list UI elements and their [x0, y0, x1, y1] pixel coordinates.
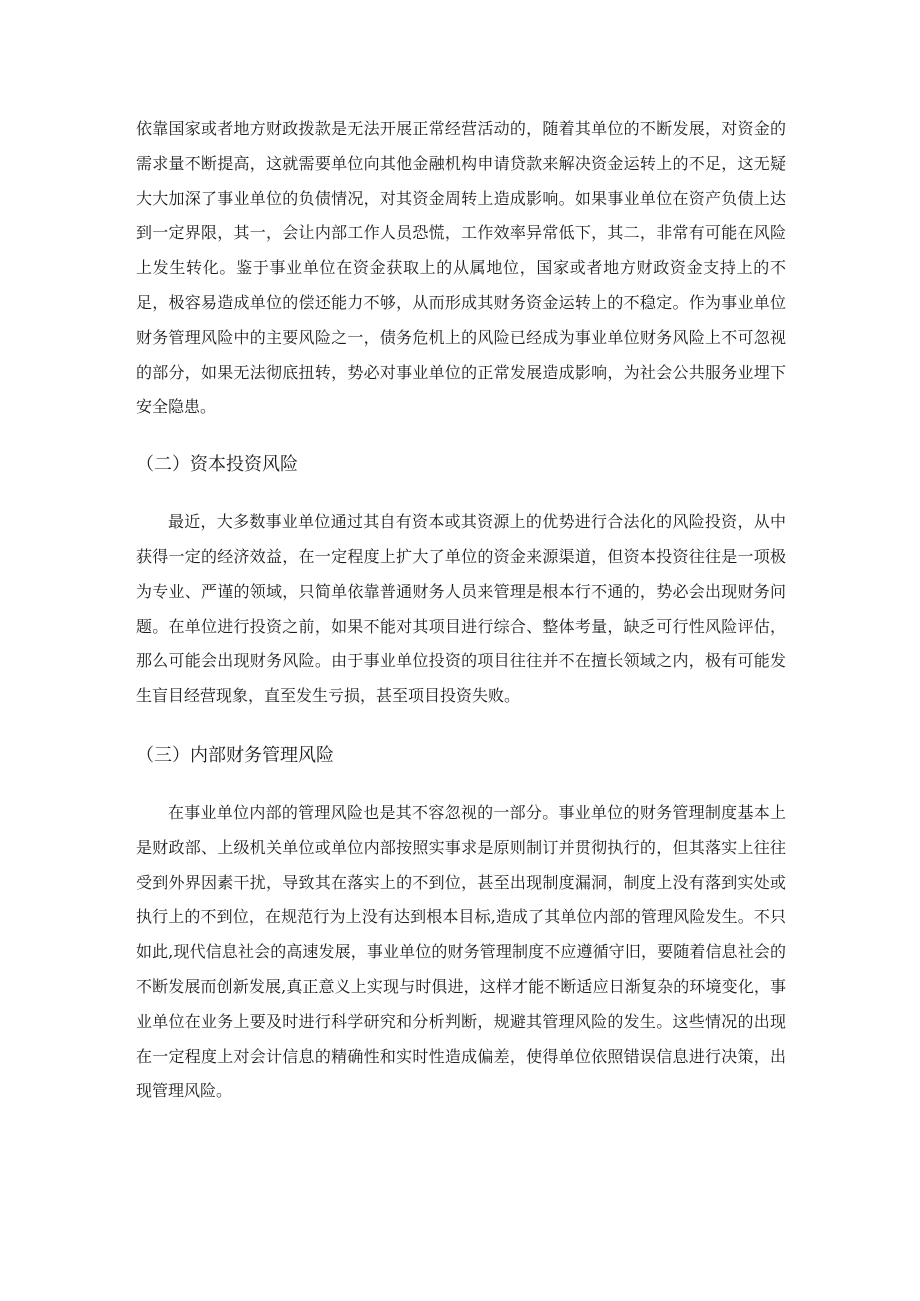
body-paragraph-internal-management: 在事业单位内部的管理风险也是其不容忽视的一部分。事业单位的财务管理制度基本上是财政部、上级机关单位或单位内部按照实事求是原则制订并贯彻执行的，但其落实上往往受到外界因素干扰，导致其在落实上的不到位，甚至出现制度漏洞，制度上没有落到实处或执行上的不到位，在规范行为上没有达到根本目标,造成了其单位内部的管理风险发生。不只如此,现代信息社会的高速发展，事业单位的财务管理制度不应遵循守旧，要随着信息社会的不断发展而创新发展,真正意义上实现与时俱进，这样才能不断适应日渐复杂的环境变化，事业单位在业务上要及时进行科学研究和分析判断，规避其管理风险的发生。这些情况的出现在一定程度上对会计信息的精确性和实时性造成偏差，使得单位依照错误信息进行决策，出现管理风险。 — [136, 802, 786, 1101]
body-paragraph-capital-investment: 最近，大多数事业单位通过其自有资本或其资源上的优势进行合法化的风险投资，从中获得一定的经济效益，在一定程度上扩大了单位的资金来源渠道，但资本投资往往是一项极为专业、严谨的领域，只简单依靠普通财务人员来管理是根本行不通的，势必会出现财务问题。在单位进行投资之前，如果不能对其项目进行综合、整体考量，缺乏可行性风险评估，那么可能会出现财务风险。由于事业单位投资的项目往往并不在擅长领域之内，极有可能发生盲目经营现象，直至发生亏损，甚至项目投资失败。 — [136, 512, 786, 706]
section-heading-capital-investment-risk: （二）资本投资风险 — [136, 454, 298, 476]
body-paragraph-continued: 依靠国家或者地方财政拨款是无法开展正常经营活动的，随着其单位的不断发展，对资金的需求量不断提高，这就需要单位向其他金融机构申请贷款来解决资金运转上的不足，这无疑大大加深了事业单位的负债情况，对其资金周转上造成影响。如果事业单位在资产负债上达到一定界限，其一，会让内部工作人员恐慌，工作效率异常低下，其二，非常有可能在风险上发生转化。鉴于事业单位在资金获取上的从属地位，国家或者地方财政资金支持上的不足，极容易造成单位的偿还能力不够，从而形成其财务资金运转上的不稳定。作为事业单位财务管理风险中的主要风险之一，债务危机上的风险已经成为事业单位财务风险上不可忽视的部分，如果无法彻底扭转，势必对事业单位的正常发展造成影响，为社会公共服务业埋下安全隐患。 — [136, 119, 786, 417]
document-page — [136, 112, 786, 1109]
section-heading-internal-financial-management-risk: （三）内部财务管理风险 — [136, 744, 334, 766]
